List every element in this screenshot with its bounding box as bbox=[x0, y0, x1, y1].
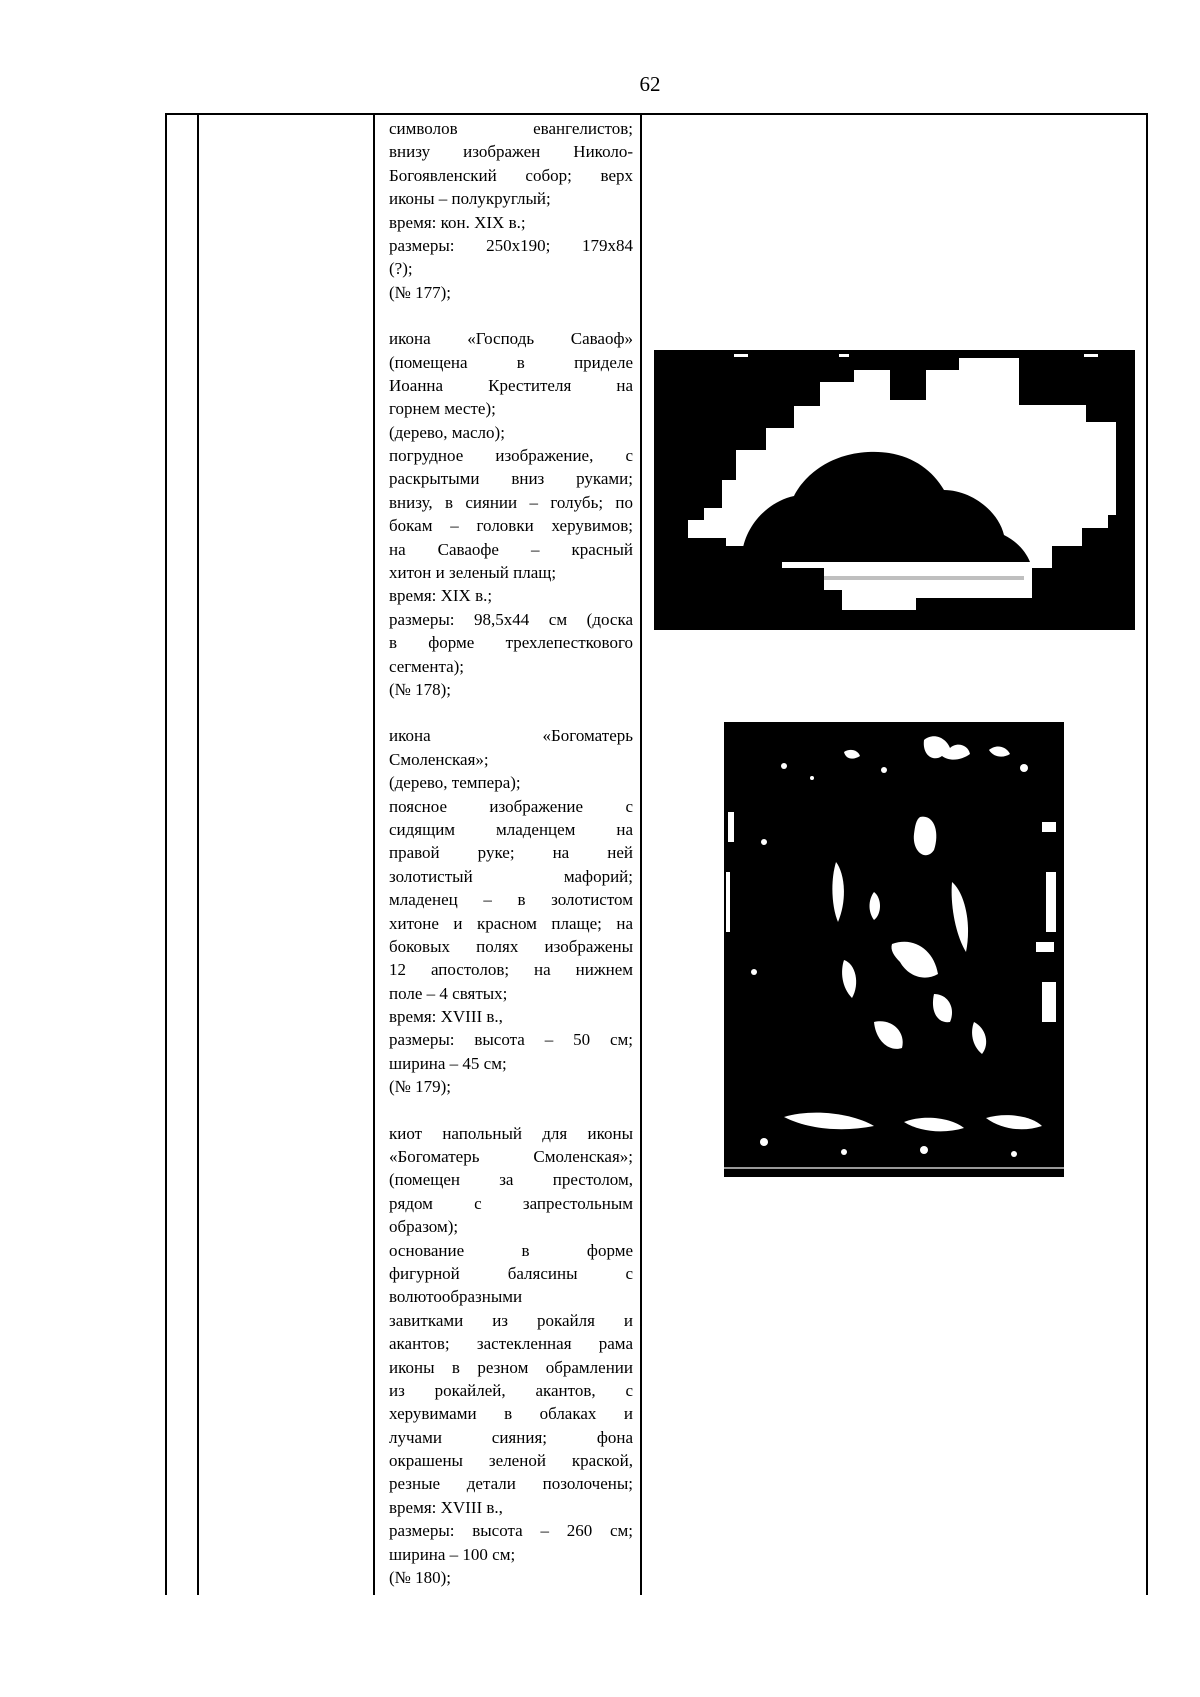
entry-line: (№ 180); bbox=[389, 1568, 452, 1588]
entry-line: размеры: высота – 50 см; bbox=[389, 1030, 633, 1050]
entry-line: горнем месте); bbox=[389, 399, 496, 419]
description-column bbox=[389, 117, 633, 1612]
catalog-entry bbox=[389, 327, 633, 701]
entry-line: в форме трехлепесткового bbox=[389, 633, 633, 653]
table-col-border-4 bbox=[640, 113, 642, 1595]
entry-line: боковых полях изображены bbox=[389, 936, 633, 956]
entry-line: ширина – 45 см; bbox=[389, 1053, 507, 1073]
entry-line: символов евангелистов; bbox=[389, 119, 633, 138]
entry-line: основание в форме bbox=[389, 1240, 633, 1260]
entry-line: Иоанна Крестителя на bbox=[389, 375, 633, 395]
entry-line: бокам – головки херувимов; bbox=[389, 516, 633, 536]
entry-line: резные детали позолочены; bbox=[389, 1474, 633, 1494]
entry-line: время: XIX в.; bbox=[389, 586, 493, 606]
catalog-entry bbox=[389, 1122, 633, 1590]
entry-line: иконы – полукруглый; bbox=[389, 189, 551, 209]
entry-line: погрудное изображение, с bbox=[389, 446, 633, 466]
entry-line: хитон и зеленый плащ; bbox=[389, 563, 557, 583]
table-col-border-2 bbox=[197, 113, 199, 1595]
entry-line: фигурной балясины с bbox=[389, 1263, 633, 1283]
entry-line: на Саваофе – красный bbox=[389, 539, 633, 559]
entry-line: правой руке; на ней bbox=[389, 843, 633, 863]
smolenskaya-image bbox=[724, 722, 1064, 1177]
entry-line: время: XVIII в., bbox=[389, 1007, 503, 1027]
entry-line: (№ 178); bbox=[389, 679, 452, 699]
entry-line: акантов; застекленная рама bbox=[389, 1334, 633, 1354]
entry-line: икона «Господь Саваоф» bbox=[389, 329, 633, 349]
entry-line: сидящим младенцем на bbox=[389, 819, 633, 839]
entry-line: (№ 179); bbox=[389, 1077, 452, 1097]
entry-line: завитками из рокайля и bbox=[389, 1310, 633, 1330]
entry-line: иконы в резном обрамлении bbox=[389, 1357, 633, 1377]
entry-line: лучами сияния; фона bbox=[389, 1427, 633, 1447]
table-col-border-1 bbox=[165, 113, 167, 1595]
entry-line: золотистый мафорий; bbox=[389, 866, 633, 886]
table-col-border-5 bbox=[1146, 113, 1148, 1595]
entry-line: поле – 4 святых; bbox=[389, 983, 508, 1003]
entry-line: раскрытыми вниз руками; bbox=[389, 469, 633, 489]
entry-line: время: XVIII в., bbox=[389, 1497, 503, 1517]
entry-line: 12 апостолов; на нижнем bbox=[389, 960, 633, 980]
entry-line: ширина – 100 см; bbox=[389, 1544, 516, 1564]
lord-sabaoth-image bbox=[654, 350, 1135, 630]
entry-line: херувимами в облаках и bbox=[389, 1404, 633, 1424]
entry-line: внизу изображен Николо- bbox=[389, 142, 633, 162]
table-top-border bbox=[165, 113, 1148, 115]
entry-line: время: кон. XIX в.; bbox=[389, 212, 526, 232]
entry-line: волютообразными bbox=[389, 1287, 523, 1307]
entry-line: рядом с запрестольным bbox=[389, 1193, 633, 1213]
entry-line: Смоленская»; bbox=[389, 749, 489, 769]
entry-line: размеры: высота – 260 см; bbox=[389, 1521, 633, 1541]
catalog-entry bbox=[389, 117, 633, 304]
entry-line: окрашены зеленой краской, bbox=[389, 1451, 633, 1471]
entry-line: хитоне и красном плаще; на bbox=[389, 913, 633, 933]
entry-line: (помещен за престолом, bbox=[389, 1170, 633, 1190]
entry-line: (дерево, темпера); bbox=[389, 773, 521, 793]
page-number: 62 bbox=[639, 72, 661, 96]
entry-line: икона «Богоматерь bbox=[389, 726, 633, 746]
entry-line: киот напольный для иконы bbox=[389, 1123, 633, 1143]
entry-line: образом); bbox=[389, 1217, 459, 1237]
entry-line: сегмента); bbox=[389, 656, 465, 676]
photo-icon-mother-of-god-smolenskaya bbox=[724, 722, 1064, 1177]
table-col-border-3 bbox=[373, 113, 375, 1595]
entry-line: «Богоматерь Смоленская»; bbox=[389, 1147, 633, 1167]
entry-line: из рокайлей, акантов, с bbox=[389, 1380, 633, 1400]
entry-line: внизу, в сиянии – голубь; по bbox=[389, 492, 633, 512]
entry-line: (№ 177); bbox=[389, 282, 452, 302]
photo-icon-lord-sabaoth bbox=[654, 350, 1135, 630]
entry-line: поясное изображение с bbox=[389, 796, 633, 816]
entry-line: (помещена в приделе bbox=[389, 352, 633, 372]
entry-line: младенец – в золотистом bbox=[389, 890, 633, 910]
entry-line: размеры: 250x190; 179x84 bbox=[389, 235, 633, 255]
entry-line: Богоявленский собор; верх bbox=[389, 165, 633, 185]
entry-line: размеры: 98,5x44 см (доска bbox=[389, 609, 633, 629]
entry-line: (?); bbox=[389, 259, 413, 279]
catalog-entry bbox=[389, 724, 633, 1098]
entry-line: (дерево, масло); bbox=[389, 422, 505, 442]
